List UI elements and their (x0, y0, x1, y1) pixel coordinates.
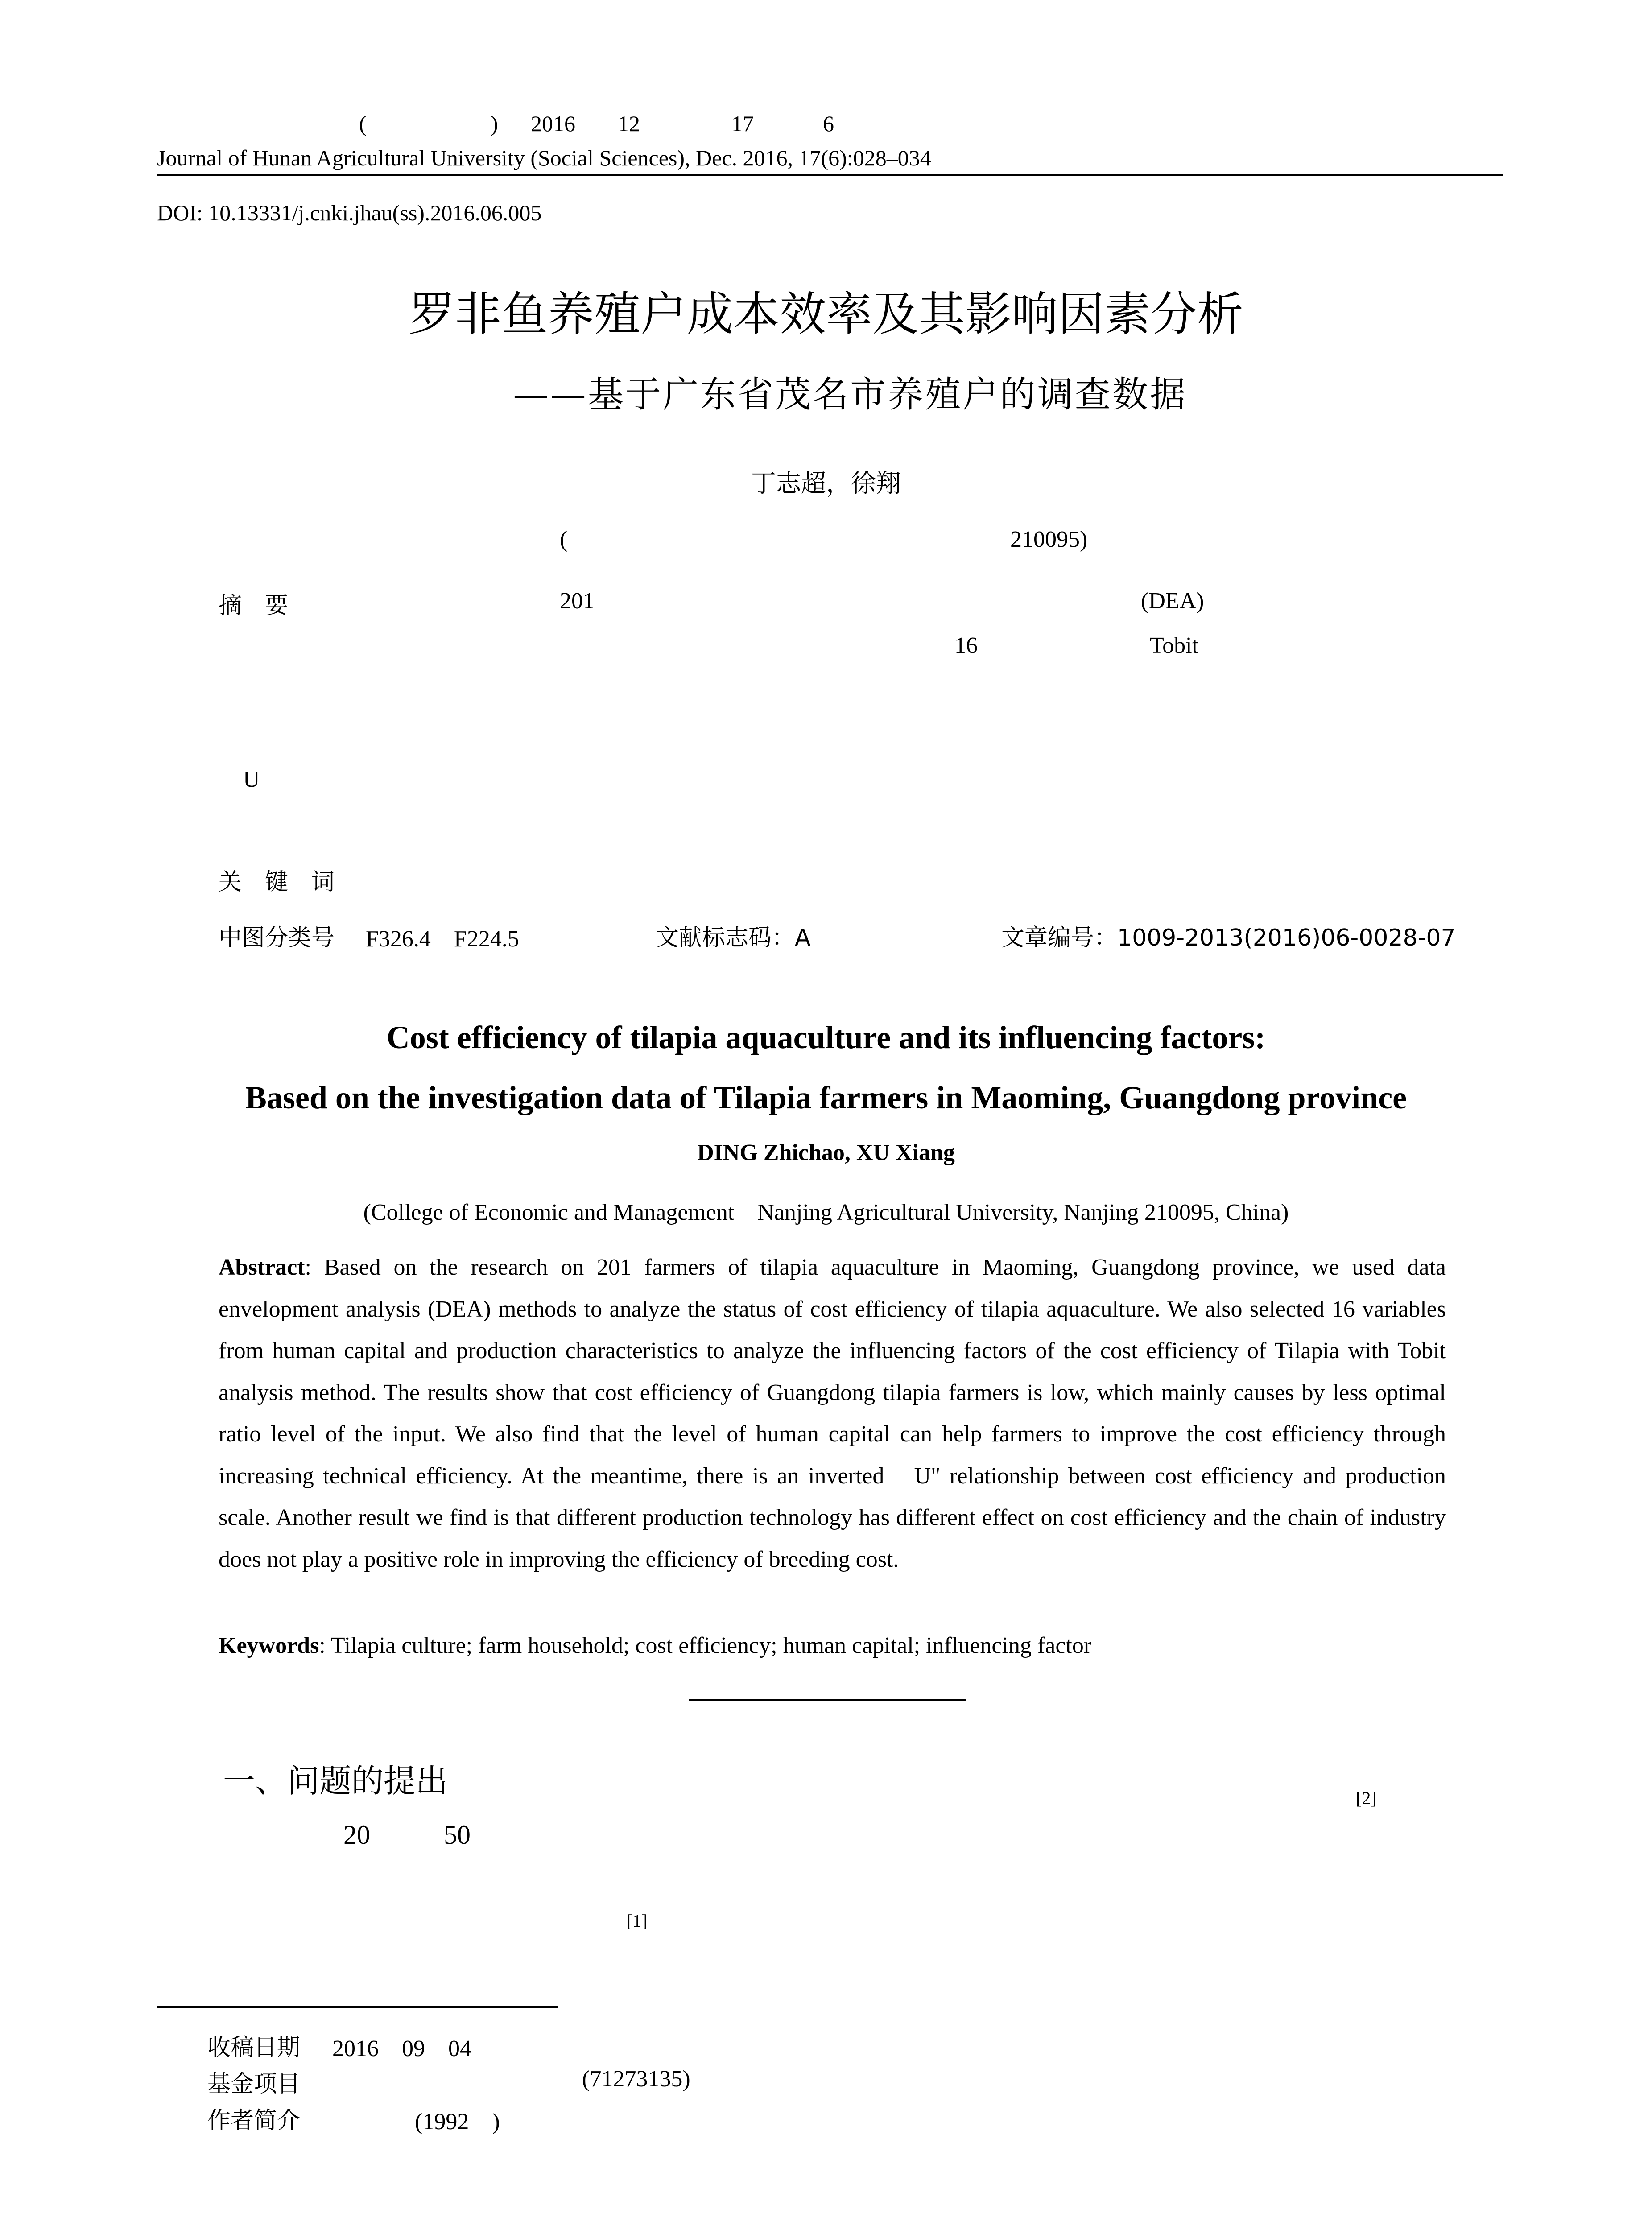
keywords-en (219, 1632, 1091, 1659)
abstract-cn-fragment: (DEA) (1141, 588, 1204, 614)
abstract-cn-fragment: 201 (560, 588, 595, 614)
body-number: 50 (444, 1820, 471, 1850)
section-heading: 一、问题的提出 (223, 1762, 448, 1800)
footnote-fund-label: 基金项目 (207, 2071, 301, 2098)
doi: DOI: 10.13331/j.cnki.jhau(ss).2016.06.005 (157, 200, 542, 225)
section-divider (689, 1699, 966, 1701)
footnote-author-value: (1992 ) (415, 2109, 500, 2135)
citation-ref: [2] (1356, 1788, 1377, 1808)
header-cn-fragment: 12 (618, 111, 640, 136)
abstract-en-text: : Based on the research on 201 farmers of tilapia aquaculture in Maoming, Guangdong province, we used data envelopment analysis (DEA) methods to analyze the status of cost efficiency of tilapia aquaculture. We also selected 16 variables from human capital and production characteristics to analyze the influencing factors of the cost efficiency of Tilapia with Tobit analysis method. The results show that cost efficiency of Guangdong tilapia farmers is low, which mainly causes by less optimal ratio level of the input. We also find that the level of human capital can help farmers to improve the cost efficiency through increasing technical efficiency. At the meantime, there is an inverted U" relationship between cost efficiency and production scale. Another result we find is that different production technology has different effect on cost efficiency and the chain of industry does not play a positive role in improving the efficiency of breeding cost. (219, 1255, 1446, 1572)
header-rule (157, 174, 1503, 176)
footnote-received-value: 2016 09 04 (332, 2036, 472, 2061)
keywords-en-text: : Tilapia culture; farm household; cost efficiency; human capital; influencing factor (319, 1633, 1092, 1658)
clc-label: 中图分类号 (219, 925, 335, 951)
header-cn-fragment: 17 (731, 111, 754, 136)
journal-line: Journal of Hunan Agricultural University (Social Sciences), Dec. 2016, 17(6):028–034 (157, 145, 931, 170)
affiliation-cn-open: ( (560, 527, 568, 552)
footnote-author-label: 作者简介 (207, 2107, 301, 2134)
header-cn-fragment: ( (359, 111, 367, 136)
footnote-rule (157, 2006, 558, 2008)
abstract-en-label: Abstract (219, 1255, 305, 1280)
subtitle-cn: ——基于广东省茂名市养殖户的调查数据 (513, 374, 1187, 415)
footnote-fund-value: (71273135) (582, 2066, 690, 2092)
affiliation-en: (College of Economic and Management Nanjing Agricultural University, Nanjing 210095, China) (363, 1200, 1289, 1225)
authors-cn: 丁志超，徐翔 (751, 469, 901, 498)
clc-value: F326.4 F224.5 (366, 926, 519, 952)
affiliation-cn-zip: 210095) (1010, 527, 1088, 552)
authors-en: DING Zhichao, XU Xiang (697, 1140, 955, 1165)
title-en-line2: Based on the investigation data of Tilapia farmers in Maoming, Guangdong province (245, 1080, 1407, 1115)
article-number: 文章编号：1009-2013(2016)06-0028-07 (1001, 925, 1456, 951)
abstract-en (219, 1247, 1446, 1580)
citation-ref: [1] (627, 1911, 648, 1931)
title-cn: 罗非鱼养殖户成本效率及其影响因素分析 (408, 287, 1243, 341)
abstract-cn-label: 摘 要 (219, 592, 289, 619)
header-cn-fragment: 2016 (531, 111, 575, 136)
body-number: 20 (343, 1820, 370, 1850)
abstract-cn-fragment: 16 (954, 633, 978, 658)
document-code: 文献标志码：A (656, 925, 811, 951)
abstract-cn-fragment: U (243, 767, 260, 792)
footnote-received-label: 收稿日期 (207, 2034, 301, 2061)
header-cn-fragment: 6 (823, 111, 834, 136)
keywords-en-label: Keywords (219, 1633, 319, 1658)
keywords-cn-label: 关 键 词 (219, 869, 335, 896)
header-cn-fragment: ) (491, 111, 498, 136)
title-en-line1: Cost efficiency of tilapia aquaculture and its influencing factors: (386, 1020, 1266, 1055)
abstract-cn-fragment: Tobit (1150, 633, 1199, 658)
